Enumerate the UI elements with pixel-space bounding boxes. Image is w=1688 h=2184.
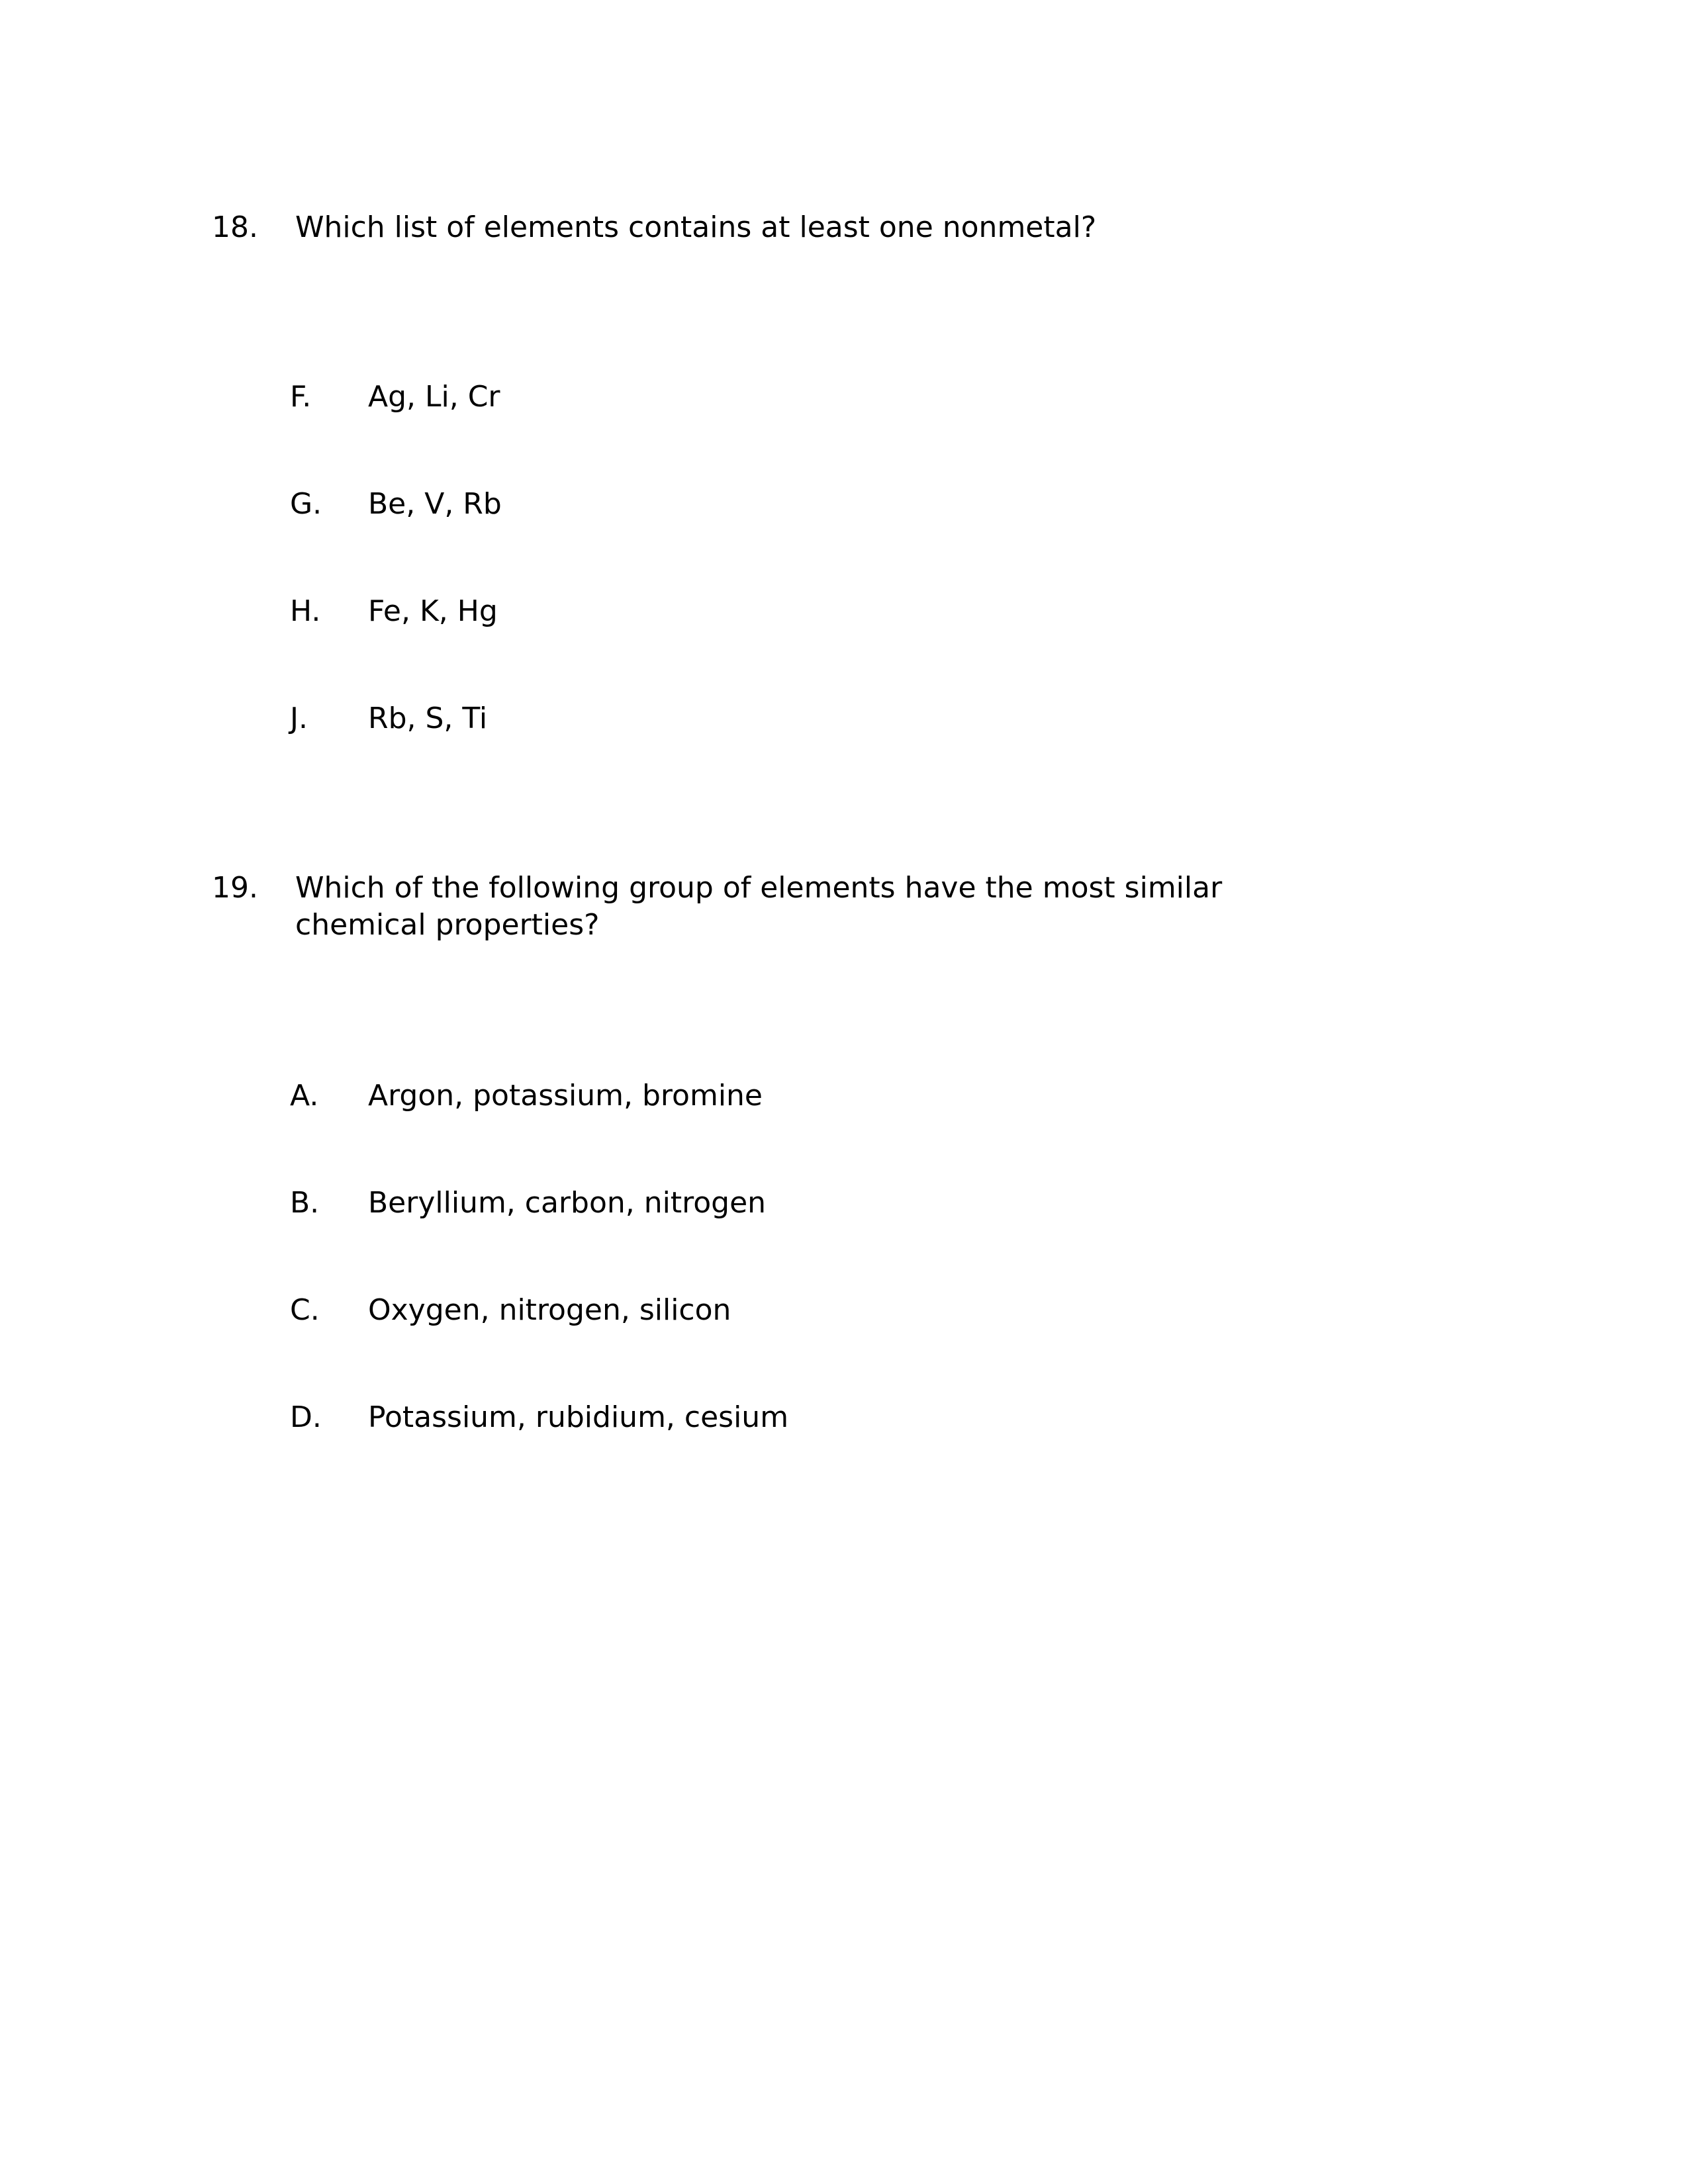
answer-option-h[interactable] [290,593,1084,630]
option-letter: J. [290,702,308,735]
question-number: 19. [212,871,258,905]
answer-option-f[interactable] [290,379,1084,416]
answer-option-c[interactable] [290,1292,1084,1329]
option-text: Be, V, Rb [368,487,502,521]
option-letter: B. [290,1186,320,1220]
question-text: Which list of elements contains at least one nonmetal? [295,210,1097,244]
option-text: Beryllium, carbon, nitrogen [368,1186,767,1220]
option-letter: H. [290,594,321,628]
answer-option-g[interactable] [290,486,1084,523]
option-text: Argon, potassium, bromine [368,1079,763,1113]
answer-option-d[interactable] [290,1399,1084,1436]
option-text: Fe, K, Hg [368,594,498,628]
question-number: 18. [212,210,258,244]
option-text: Potassium, rubidium, cesium [368,1400,789,1434]
option-letter: C. [290,1293,320,1327]
option-letter: G. [290,487,322,521]
answer-option-a[interactable] [290,1077,1084,1115]
option-text: Oxygen, nitrogen, silicon [368,1293,731,1327]
option-letter: F. [290,380,312,414]
option-text: Ag, Li, Cr [368,380,500,414]
option-letter: A. [290,1079,319,1113]
answer-option-j[interactable] [290,700,1084,737]
answer-option-b[interactable] [290,1185,1084,1222]
question-text: Which of the following group of elements have the most similar chemical properties? [295,871,1223,942]
option-text: Rb, S, Ti [368,702,488,735]
option-letter: D. [290,1400,322,1434]
